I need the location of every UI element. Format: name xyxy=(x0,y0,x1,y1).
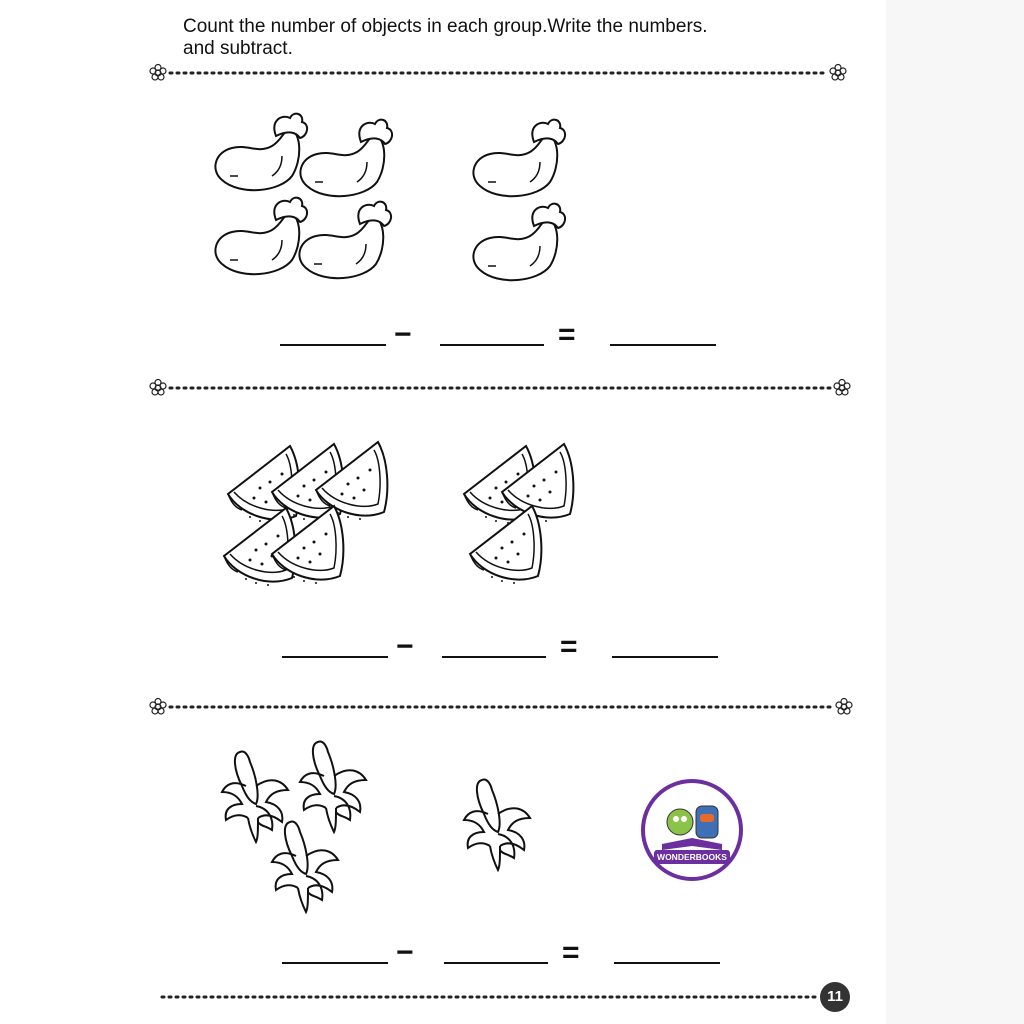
eggplant-icon xyxy=(299,202,391,279)
banana-bunch-icon xyxy=(464,779,530,870)
equation-row-3 xyxy=(280,936,720,969)
instruction-line-1: Count the number of objects in each group.Write the numbers. xyxy=(183,16,708,37)
eggplant-icon xyxy=(300,120,392,197)
answer-blank-1[interactable] xyxy=(280,344,386,346)
bottom-dotted-line xyxy=(160,990,820,1004)
equals-sign: = xyxy=(558,318,576,351)
answer-blank-3[interactable] xyxy=(610,344,716,346)
flower-icon xyxy=(836,699,852,715)
watermelon-group xyxy=(210,436,580,596)
banana-group xyxy=(214,736,554,916)
dotted-divider-3 xyxy=(148,696,856,718)
minus-sign: − xyxy=(394,318,412,351)
answer-blank-3[interactable] xyxy=(612,656,718,658)
answer-blank-2[interactable] xyxy=(444,962,548,964)
logo-text: WONDERBOOKS xyxy=(657,852,727,862)
instruction-line-2: and subtract. xyxy=(183,38,293,59)
answer-blank-2[interactable] xyxy=(442,656,546,658)
page-number: 11 xyxy=(820,982,850,1012)
minus-sign: − xyxy=(396,630,414,663)
banana-bunch-icon xyxy=(300,741,366,832)
minus-sign: − xyxy=(396,936,414,969)
eggplant-icon xyxy=(473,204,565,281)
answer-blank-1[interactable] xyxy=(282,962,388,964)
page-edge-shadow xyxy=(886,0,1024,1024)
eggplant-group xyxy=(210,110,580,300)
answer-blank-1[interactable] xyxy=(282,656,388,658)
eggplant-icon xyxy=(215,198,307,275)
answer-blank-3[interactable] xyxy=(614,962,720,964)
flower-icon xyxy=(150,699,166,715)
equals-sign: = xyxy=(562,936,580,969)
answer-blank-2[interactable] xyxy=(440,344,544,346)
eggplant-icon xyxy=(215,114,307,191)
flower-icon xyxy=(830,65,846,81)
dotted-divider-1 xyxy=(148,62,856,84)
banana-bunch-icon xyxy=(272,821,338,912)
eggplant-icon xyxy=(473,120,565,197)
instructions xyxy=(183,16,823,60)
equation-row-2 xyxy=(280,630,720,663)
dotted-divider-2 xyxy=(148,377,856,399)
wonderbooks-logo xyxy=(640,778,744,882)
flower-icon xyxy=(834,380,850,396)
flower-icon xyxy=(150,380,166,396)
banana-bunch-icon xyxy=(222,751,288,842)
equals-sign: = xyxy=(560,630,578,663)
equation-row-1 xyxy=(280,318,720,351)
flower-icon xyxy=(150,65,166,81)
